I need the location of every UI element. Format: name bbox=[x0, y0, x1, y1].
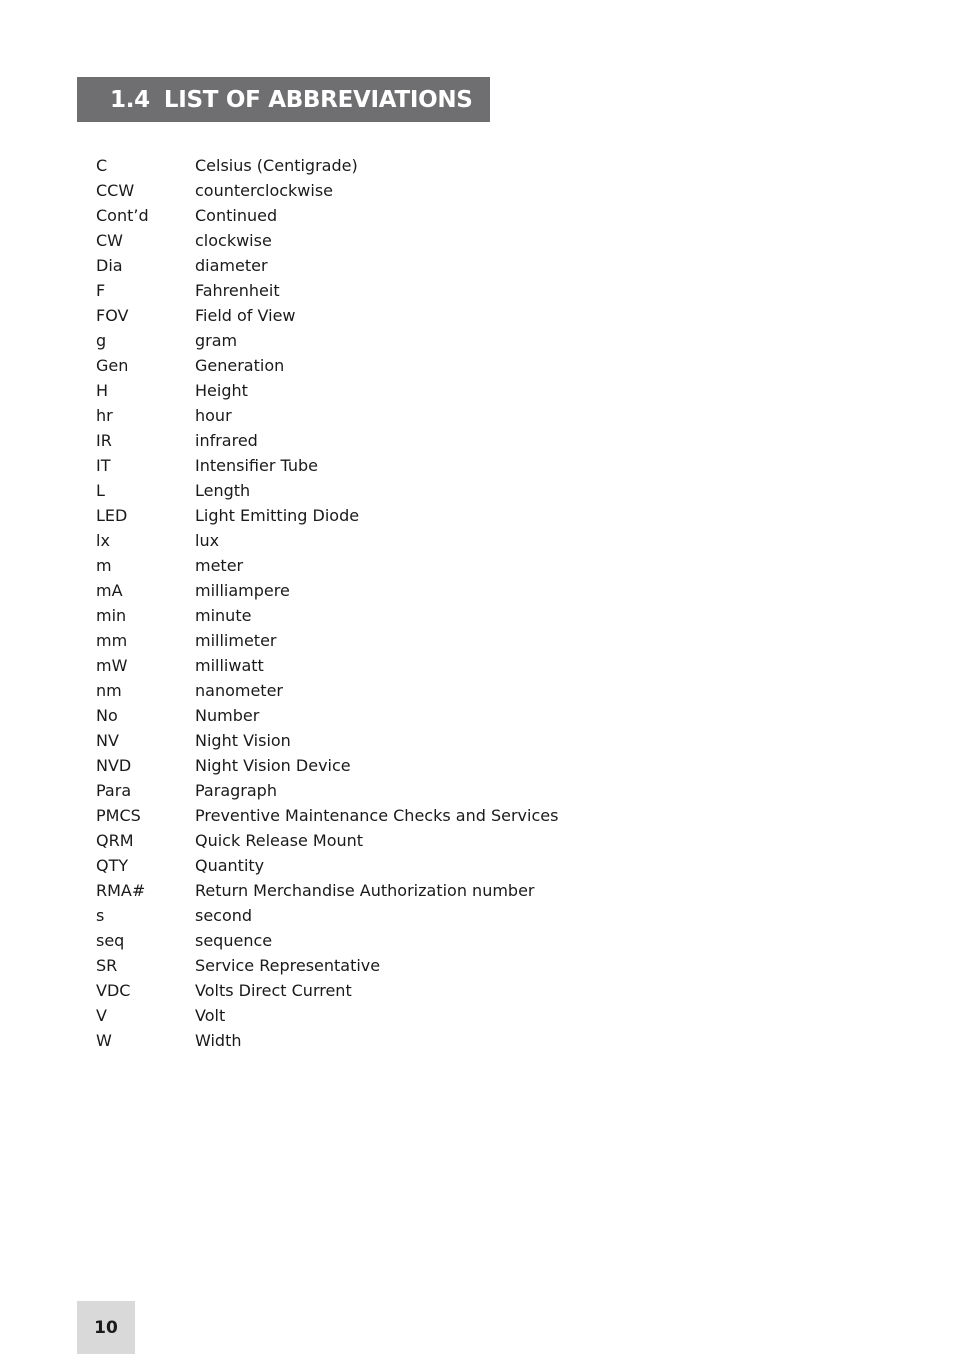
abbreviation-term: m bbox=[96, 556, 112, 575]
abbreviation-term: SR bbox=[96, 956, 118, 975]
abbreviation-term: NV bbox=[96, 731, 119, 750]
abbreviation-row bbox=[96, 553, 558, 578]
abbreviation-term: L bbox=[96, 481, 105, 500]
abbreviation-definition: infrared bbox=[195, 431, 258, 450]
abbreviation-row bbox=[96, 503, 558, 528]
abbreviation-row bbox=[96, 753, 558, 778]
abbreviation-definition: Light Emitting Diode bbox=[195, 506, 360, 525]
abbreviation-row bbox=[96, 378, 558, 403]
abbreviation-row bbox=[96, 628, 558, 653]
abbreviation-definition: nanometer bbox=[195, 681, 283, 700]
abbreviation-definition: counterclockwise bbox=[195, 181, 334, 200]
section-header bbox=[77, 77, 490, 122]
abbreviation-row bbox=[96, 1028, 558, 1053]
abbreviation-term: mA bbox=[96, 581, 123, 600]
abbreviation-term: VDC bbox=[96, 981, 131, 1000]
abbreviation-term: QRM bbox=[96, 831, 134, 850]
abbreviation-term: CW bbox=[96, 231, 123, 250]
abbreviation-definition: sequence bbox=[195, 931, 273, 950]
abbreviation-term: W bbox=[96, 1031, 112, 1050]
abbreviation-term: seq bbox=[96, 931, 125, 950]
abbreviation-term: hr bbox=[96, 406, 113, 425]
abbreviation-row bbox=[96, 178, 558, 203]
abbreviation-row bbox=[96, 878, 558, 903]
abbreviation-definition: Quick Release Mount bbox=[195, 831, 364, 850]
abbreviation-row bbox=[96, 403, 558, 428]
abbreviation-definition: Width bbox=[195, 1031, 242, 1050]
section-title: LIST OF ABBREVIATIONS bbox=[163, 86, 473, 113]
abbreviation-definition: second bbox=[195, 906, 253, 925]
abbreviation-row bbox=[96, 703, 558, 728]
abbreviation-row bbox=[96, 228, 558, 253]
page-number: 10 bbox=[94, 1317, 118, 1338]
abbreviation-row bbox=[96, 478, 558, 503]
abbreviation-term: LED bbox=[96, 506, 128, 525]
abbreviation-term: QTY bbox=[96, 856, 129, 875]
abbreviation-definition: milliwatt bbox=[195, 656, 264, 675]
abbreviation-definition: Preventive Maintenance Checks and Services bbox=[195, 806, 559, 825]
abbreviation-term: Para bbox=[96, 781, 132, 800]
abbreviation-list bbox=[96, 153, 558, 1053]
abbreviation-definition: Service Representative bbox=[195, 956, 381, 975]
abbreviation-definition: Field of View bbox=[195, 306, 296, 325]
abbreviation-term: H bbox=[96, 381, 109, 400]
abbreviation-definition: minute bbox=[195, 606, 252, 625]
abbreviation-row bbox=[96, 153, 558, 178]
section-number: 1.4 bbox=[110, 86, 150, 113]
abbreviation-row bbox=[96, 428, 558, 453]
abbreviation-row bbox=[96, 578, 558, 603]
abbreviation-term: Cont’d bbox=[96, 206, 149, 225]
abbreviation-row bbox=[96, 678, 558, 703]
abbreviation-term: IR bbox=[96, 431, 112, 450]
abbreviation-row bbox=[96, 728, 558, 753]
abbreviation-definition: Volt bbox=[195, 1006, 226, 1025]
abbreviation-term: nm bbox=[96, 681, 122, 700]
abbreviation-term: V bbox=[96, 1006, 107, 1025]
abbreviation-row bbox=[96, 603, 558, 628]
abbreviation-row bbox=[96, 303, 558, 328]
abbreviation-definition: gram bbox=[195, 331, 238, 350]
abbreviation-definition: Generation bbox=[195, 356, 285, 375]
abbreviation-row bbox=[96, 903, 558, 928]
abbreviation-definition: Celsius (Centigrade) bbox=[195, 156, 358, 175]
abbreviation-definition: Length bbox=[195, 481, 251, 500]
abbreviation-row bbox=[96, 253, 558, 278]
abbreviation-definition: Number bbox=[195, 706, 260, 725]
abbreviation-definition: hour bbox=[195, 406, 232, 425]
abbreviation-term: IT bbox=[96, 456, 111, 475]
abbreviation-definition: milliampere bbox=[195, 581, 290, 600]
abbreviation-definition: millimeter bbox=[195, 631, 277, 650]
abbreviation-definition: Intensifier Tube bbox=[195, 456, 318, 475]
abbreviation-definition: Paragraph bbox=[195, 781, 277, 800]
abbreviation-term: Gen bbox=[96, 356, 129, 375]
abbreviation-definition: Volts Direct Current bbox=[195, 981, 352, 1000]
abbreviation-row bbox=[96, 653, 558, 678]
abbreviation-definition: lux bbox=[195, 531, 220, 550]
abbreviation-row bbox=[96, 853, 558, 878]
abbreviation-definition: Height bbox=[195, 381, 248, 400]
abbreviation-term: lx bbox=[96, 531, 110, 550]
abbreviation-term: s bbox=[96, 906, 105, 925]
abbreviation-row bbox=[96, 203, 558, 228]
abbreviation-definition: Fahrenheit bbox=[195, 281, 280, 300]
abbreviation-definition: Quantity bbox=[195, 856, 265, 875]
abbreviation-term: mm bbox=[96, 631, 128, 650]
abbreviation-term: FOV bbox=[96, 306, 129, 325]
abbreviation-term: F bbox=[96, 281, 106, 300]
abbreviation-row bbox=[96, 1003, 558, 1028]
abbreviation-term: RMA# bbox=[96, 881, 146, 900]
abbreviation-definition: clockwise bbox=[195, 231, 272, 250]
abbreviation-term: CCW bbox=[96, 181, 135, 200]
abbreviation-row bbox=[96, 978, 558, 1003]
abbreviation-row bbox=[96, 453, 558, 478]
abbreviation-row bbox=[96, 953, 558, 978]
abbreviation-row bbox=[96, 353, 558, 378]
abbreviation-row bbox=[96, 528, 558, 553]
abbreviation-definition: Continued bbox=[195, 206, 278, 225]
abbreviation-row bbox=[96, 928, 558, 953]
abbreviation-row bbox=[96, 278, 558, 303]
abbreviation-row bbox=[96, 328, 558, 353]
abbreviation-term: Dia bbox=[96, 256, 123, 275]
abbreviation-definition: Night Vision Device bbox=[195, 756, 351, 775]
abbreviation-row bbox=[96, 778, 558, 803]
abbreviation-definition: Return Merchandise Authorization number bbox=[195, 881, 535, 900]
abbreviation-term: NVD bbox=[96, 756, 132, 775]
abbreviation-definition: Night Vision bbox=[195, 731, 291, 750]
page-number-box bbox=[77, 1301, 135, 1354]
abbreviation-row bbox=[96, 828, 558, 853]
abbreviation-term: g bbox=[96, 331, 107, 350]
abbreviation-term: mW bbox=[96, 656, 128, 675]
abbreviation-row bbox=[96, 803, 558, 828]
abbreviation-term: PMCS bbox=[96, 806, 141, 825]
abbreviation-definition: diameter bbox=[195, 256, 268, 275]
abbreviation-definition: meter bbox=[195, 556, 244, 575]
abbreviation-term: C bbox=[96, 156, 108, 175]
abbreviation-term: No bbox=[96, 706, 118, 725]
abbreviation-term: min bbox=[96, 606, 127, 625]
